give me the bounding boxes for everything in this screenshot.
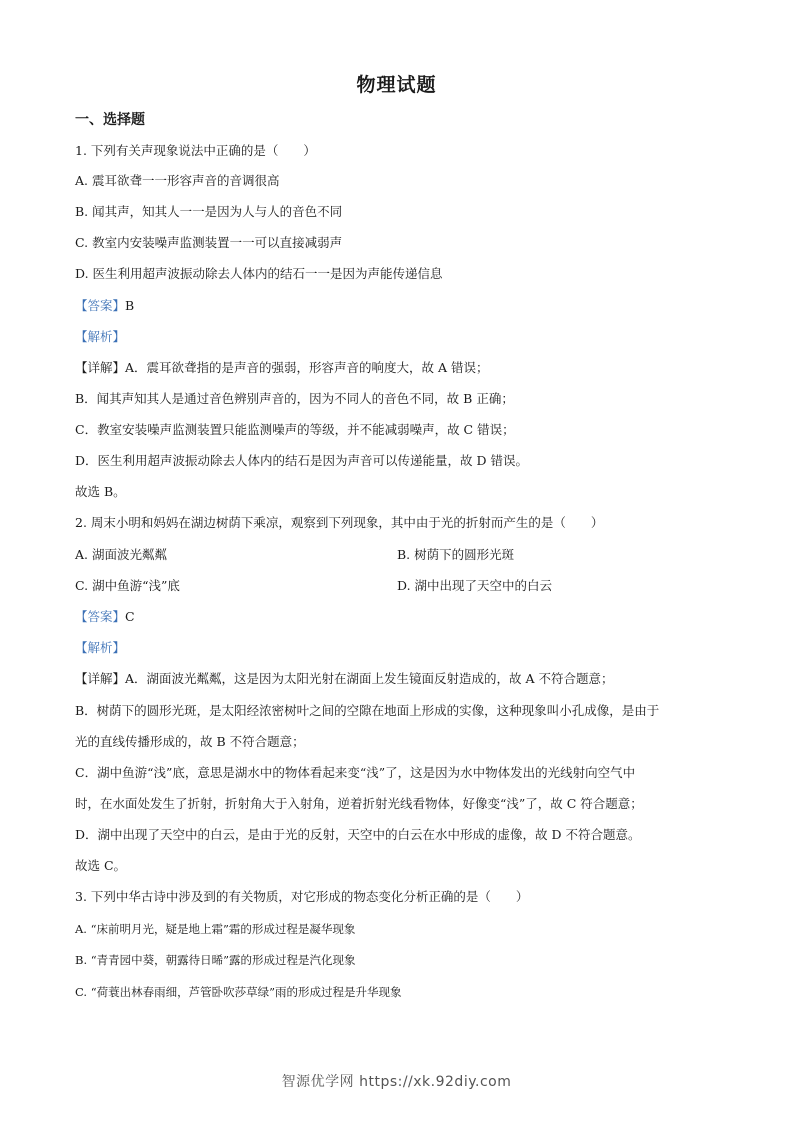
q1-conclusion: 故选 B。 (75, 484, 126, 499)
q2-stem: 2. 周末小明和妈妈在湖边树荫下乘凉，观察到下列现象，其中由于光的折射而产生的是（ ） (75, 515, 604, 530)
detail-tag: 【详解】 (75, 360, 126, 375)
q2-option-a: A. 湖面波光粼粼 (75, 547, 167, 562)
q2-detail-b2: 光的直线传播形成的，故 B 不符合题意； (75, 734, 305, 749)
answer-value: B (125, 298, 135, 313)
section-heading: 一、选择题 (75, 112, 145, 128)
q2-detail-a: 【详解】A．湖面波光粼粼，这是因为太阳光射在湖面上发生镜面反射造成的，故 A 不符合题意； (75, 671, 614, 686)
q2-detail-d: D．湖中出现了天空中的白云，是由于光的反射，天空中的白云在水中形成的虚像，故 D 不符合题意。 (75, 827, 641, 842)
q2-detail-c2: 时，在水面处发生了折射，折射角大于入射角，逆着折射光线看物体，好像变“浅”了，故 C 符合题意； (75, 796, 643, 811)
q1-option-a: A. 震耳欲聋一一形容声音的音调很高 (75, 173, 280, 188)
q1-answer (75, 298, 134, 314)
q1-detail-d: D．医生利用超声波振动除去人体内的结石是因为声音可以传递能量，故 D 错误。 (75, 453, 528, 468)
q2-answer (75, 609, 135, 625)
q2-option-c: C. 湖中鱼游“浅”底 (75, 578, 180, 593)
q2-option-b: B. 树荫下的圆形光斑 (397, 547, 515, 562)
detail-tag: 【详解】 (75, 671, 126, 686)
q2-detail-b1: B．树荫下的圆形光斑，是太阳经浓密树叶之间的空隙在地面上形成的实像，这种现象叫小孔成像，是由于 (75, 703, 660, 718)
q3-option-a: A. “床前明月光，疑是地上霜”霜的形成过程是凝华现象 (75, 922, 356, 936)
q1-detail-b: B．闻其声知其人是通过音色辨别声音的，因为不同人的音色不同，故 B 正确； (75, 391, 514, 406)
q2-conclusion: 故选 C。 (75, 858, 127, 873)
q2-option-d: D. 湖中出现了天空中的白云 (397, 578, 553, 593)
q3-option-c: C. “荷蓑出林春雨细，芦管卧吹莎草绿”雨的形成过程是升华现象 (75, 985, 402, 999)
q2-analysis-tag: 【解析】 (75, 640, 126, 655)
footer-watermark: 智源优学网 https://xk.92diy.com (281, 1074, 512, 1090)
q3-option-b: B. “青青园中葵，朝露待日晞”露的形成过程是汽化现象 (75, 953, 356, 967)
q1-stem: 1. 下列有关声现象说法中正确的是（ ） (75, 143, 316, 158)
answer-tag: 【答案】 (75, 609, 126, 624)
answer-tag: 【答案】 (75, 298, 126, 313)
q1-option-b: B. 闻其声，知其人一一是因为人与人的音色不同 (75, 204, 343, 219)
answer-value: C (125, 609, 135, 624)
q2-detail-c1: C．湖中鱼游“浅”底，意思是湖水中的物体看起来变“浅”了，这是因为水中物体发出的光线射向空气中 (75, 765, 636, 780)
q1-option-d: D. 医生利用超声波振动除去人体内的结石一一是因为声能传递信息 (75, 266, 443, 281)
q1-option-c: C. 教室内安装噪声监测装置一一可以直接减弱声 (75, 235, 343, 250)
page-title: 物理试题 (356, 74, 437, 96)
q1-detail-a: 【详解】A．震耳欲聋指的是声音的强弱，形容声音的响度大，故 A 错误； (75, 360, 489, 375)
q1-detail-c: C．教室安装噪声监测装置只能监测噪声的等级，并不能减弱噪声，故 C 错误； (75, 422, 515, 437)
q1-analysis-tag: 【解析】 (75, 329, 126, 344)
q3-stem: 3. 下列中华古诗中涉及到的有关物质，对它形成的物态变化分析正确的是（ ） (75, 889, 529, 904)
